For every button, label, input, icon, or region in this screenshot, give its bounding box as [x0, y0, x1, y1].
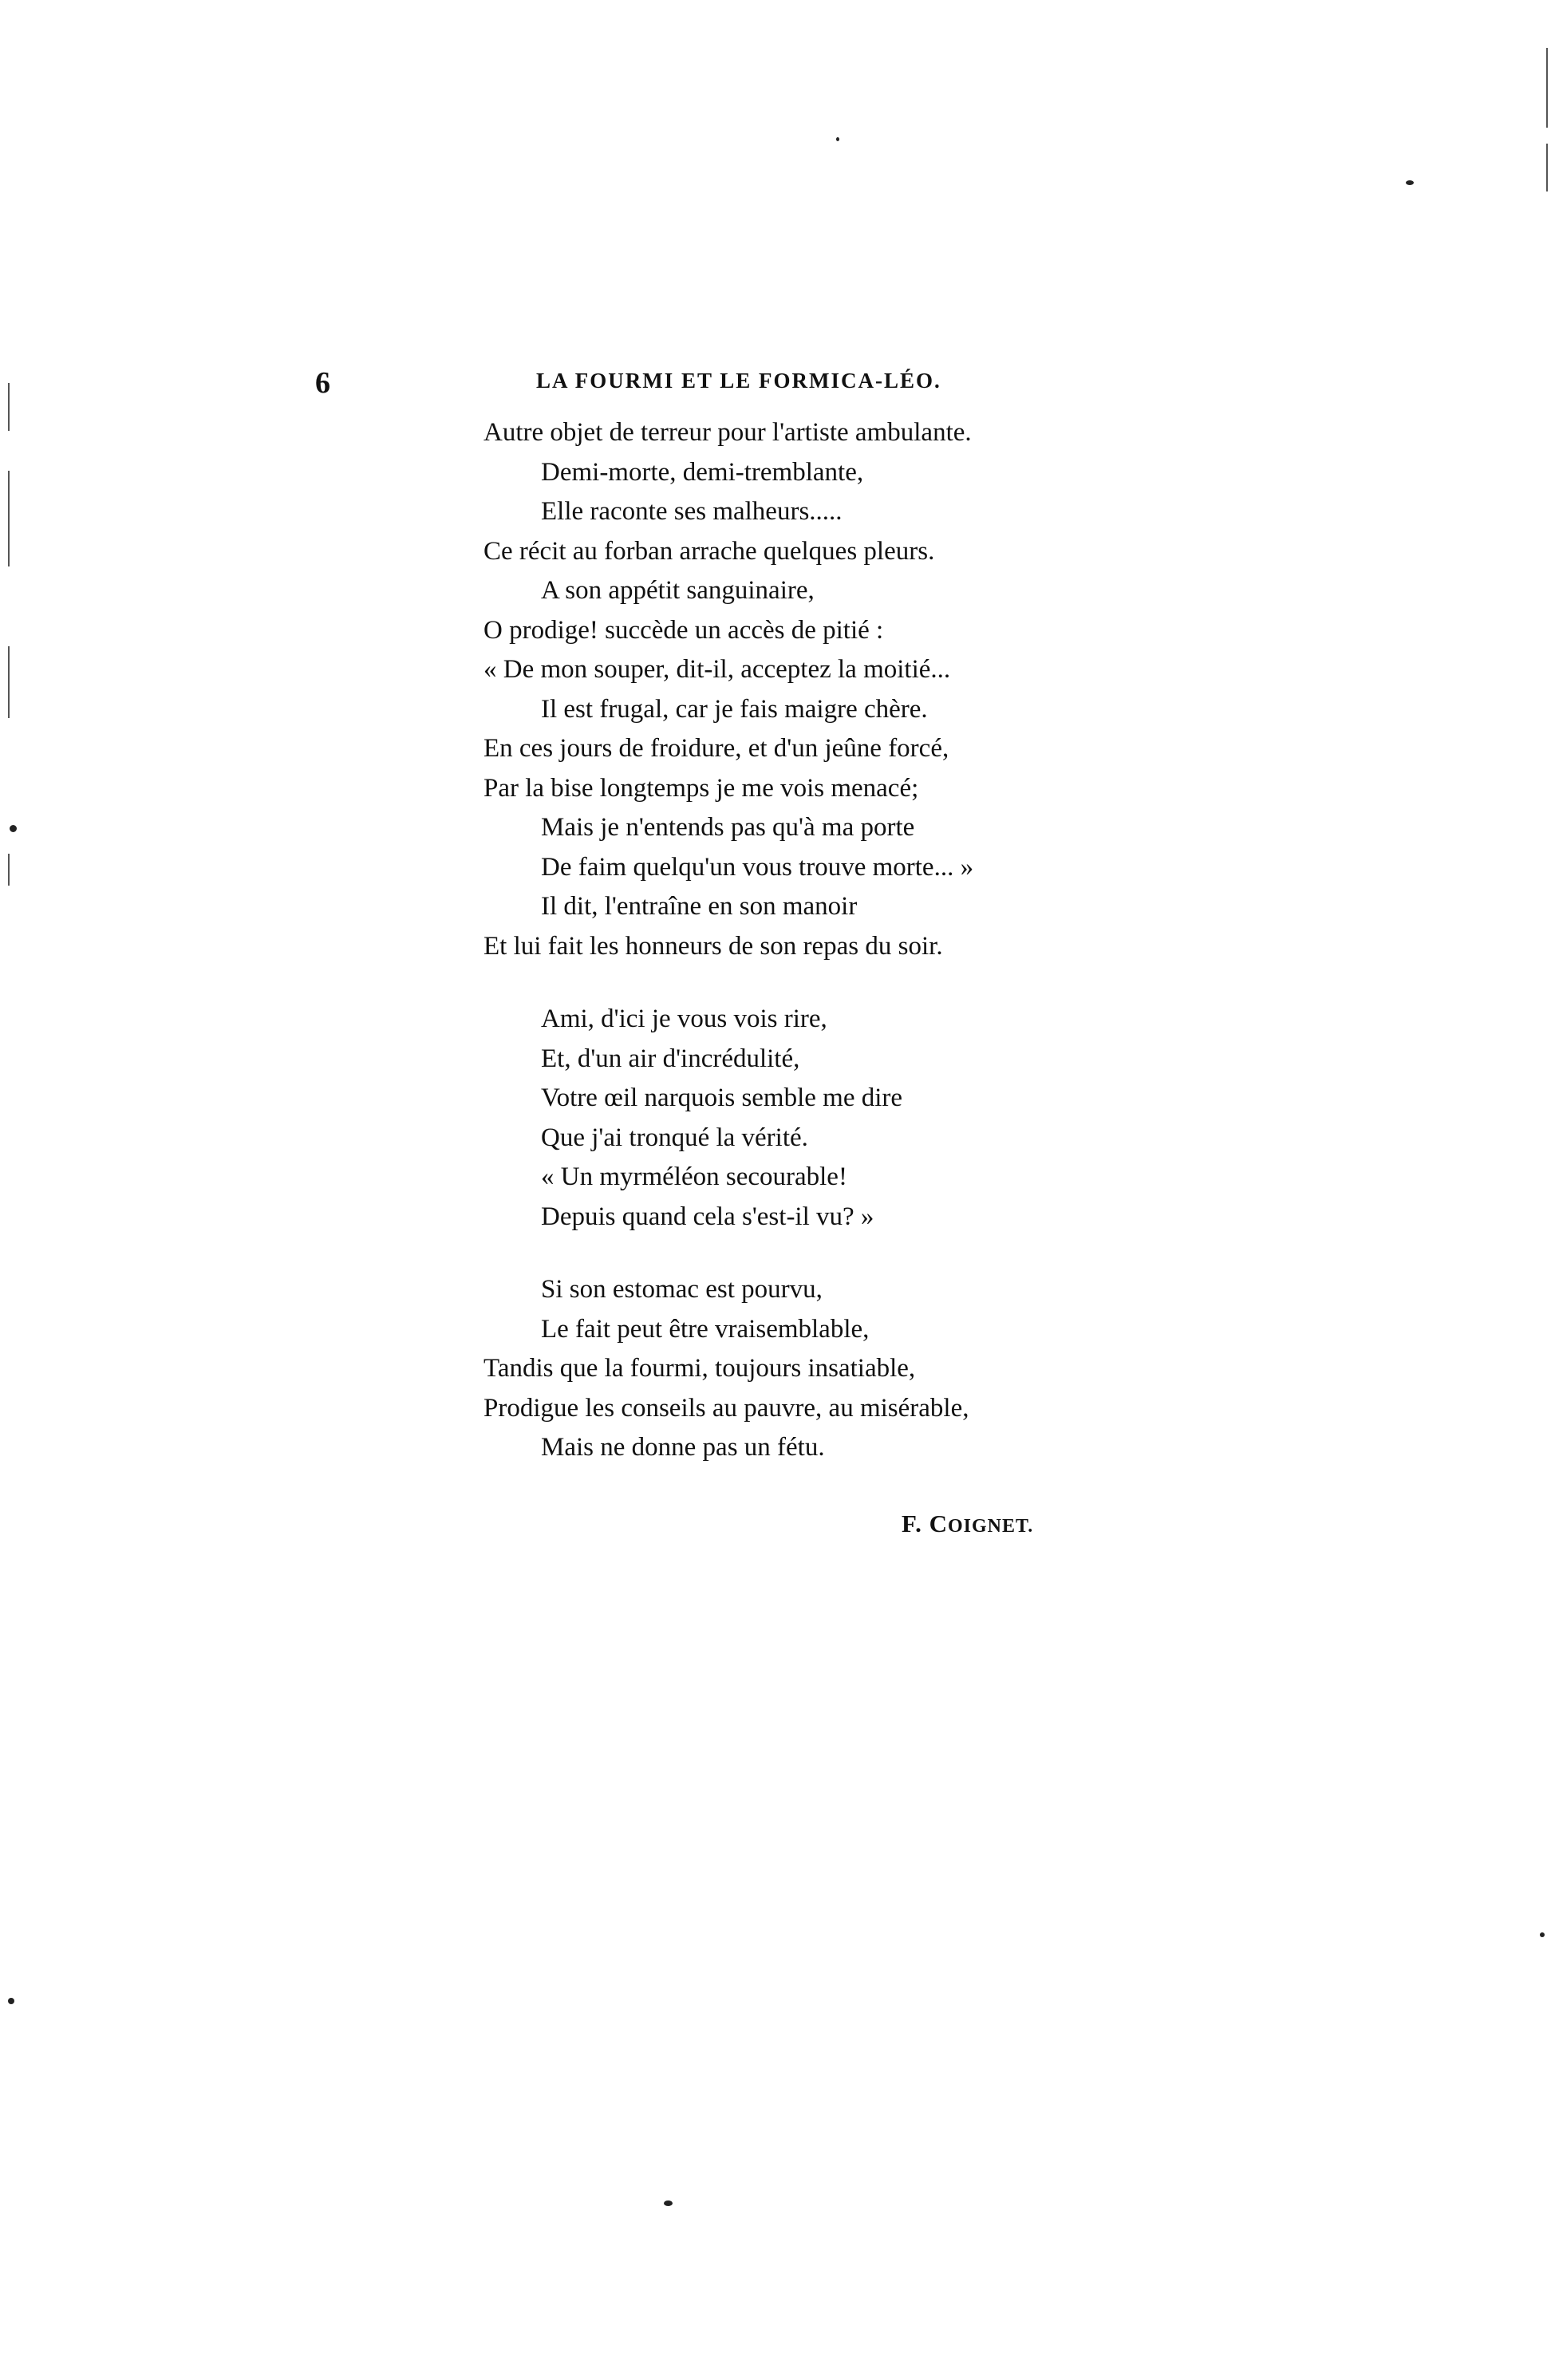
- poem-line: « De mon souper, dit-il, acceptez la moitié...: [483, 655, 951, 684]
- scan-edge-mark: [8, 383, 10, 431]
- scan-edge-mark: [8, 854, 10, 886]
- scan-edge-mark: [8, 646, 10, 718]
- poem-line: Elle raconte ses malheurs.....: [541, 497, 843, 526]
- poem-line: Il est frugal, car je fais maigre chère.: [541, 694, 928, 724]
- poem-line: Que j'ai tronqué la vérité.: [541, 1123, 808, 1152]
- scan-speck: [1540, 1932, 1545, 1937]
- poem-line: Demi-morte, demi-tremblante,: [541, 457, 864, 487]
- signature-initial: F. C: [902, 1510, 948, 1537]
- page-number: 6: [315, 366, 330, 400]
- poem-line: Ce récit au forban arrache quelques pleurs.: [483, 536, 935, 566]
- stanza: [483, 1000, 1281, 1237]
- poem-line: Depuis quand cela s'est-il vu? »: [541, 1202, 874, 1231]
- poem-line: A son appétit sanguinaire,: [541, 576, 815, 605]
- poem: [483, 413, 1281, 1468]
- poem-line: Mais ne donne pas un fétu.: [541, 1433, 825, 1462]
- poem-line: Et lui fait les honneurs de son repas du soir.: [483, 931, 943, 961]
- stanza: [483, 413, 1281, 966]
- poem-line: Et, d'un air d'incrédulité,: [541, 1044, 800, 1073]
- poem-line: « Un myrméléon secourable!: [541, 1162, 847, 1191]
- running-title: LA FOURMI ET LE FORMICA-LÉO.: [536, 369, 941, 393]
- scan-edge-mark: [8, 471, 10, 566]
- poem-line: Si son estomac est pourvu,: [541, 1275, 823, 1304]
- scan-speck: [836, 137, 839, 141]
- poem-line: Il dit, l'entraîne en son manoir: [541, 892, 858, 921]
- stanza: [483, 1270, 1281, 1468]
- poem-line: De faim quelqu'un vous trouve morte... »: [541, 852, 974, 882]
- signature-rest: OIGNET.: [947, 1516, 1034, 1537]
- poem-line: Tandis que la fourmi, toujours insatiable,: [483, 1354, 916, 1383]
- scan-edge-mark: [1546, 48, 1548, 128]
- scan-speck: [8, 1998, 14, 2004]
- poem-line: Mais je n'entends pas qu'à ma porte: [541, 813, 915, 842]
- poem-line: Par la bise longtemps je me vois menacé;: [483, 773, 919, 803]
- poem-line: Le fait peut être vraisemblable,: [541, 1314, 870, 1344]
- author-signature: [902, 1510, 1033, 1538]
- scan-edge-mark: [1546, 144, 1548, 191]
- poem-line: En ces jours de froidure, et d'un jeûne forcé,: [483, 734, 949, 763]
- poem-line: Autre objet de terreur pour l'artiste ambulante.: [483, 418, 972, 447]
- scan-speck: [664, 2200, 673, 2206]
- scan-speck: [1406, 180, 1414, 185]
- scan-speck: [10, 825, 17, 832]
- poem-line: Prodigue les conseils au pauvre, au misérable,: [483, 1393, 969, 1423]
- poem-line: O prodige! succède un accès de pitié :: [483, 615, 884, 645]
- poem-line: Votre œil narquois semble me dire: [541, 1083, 903, 1112]
- poem-line: Ami, d'ici je vous vois rire,: [541, 1004, 827, 1033]
